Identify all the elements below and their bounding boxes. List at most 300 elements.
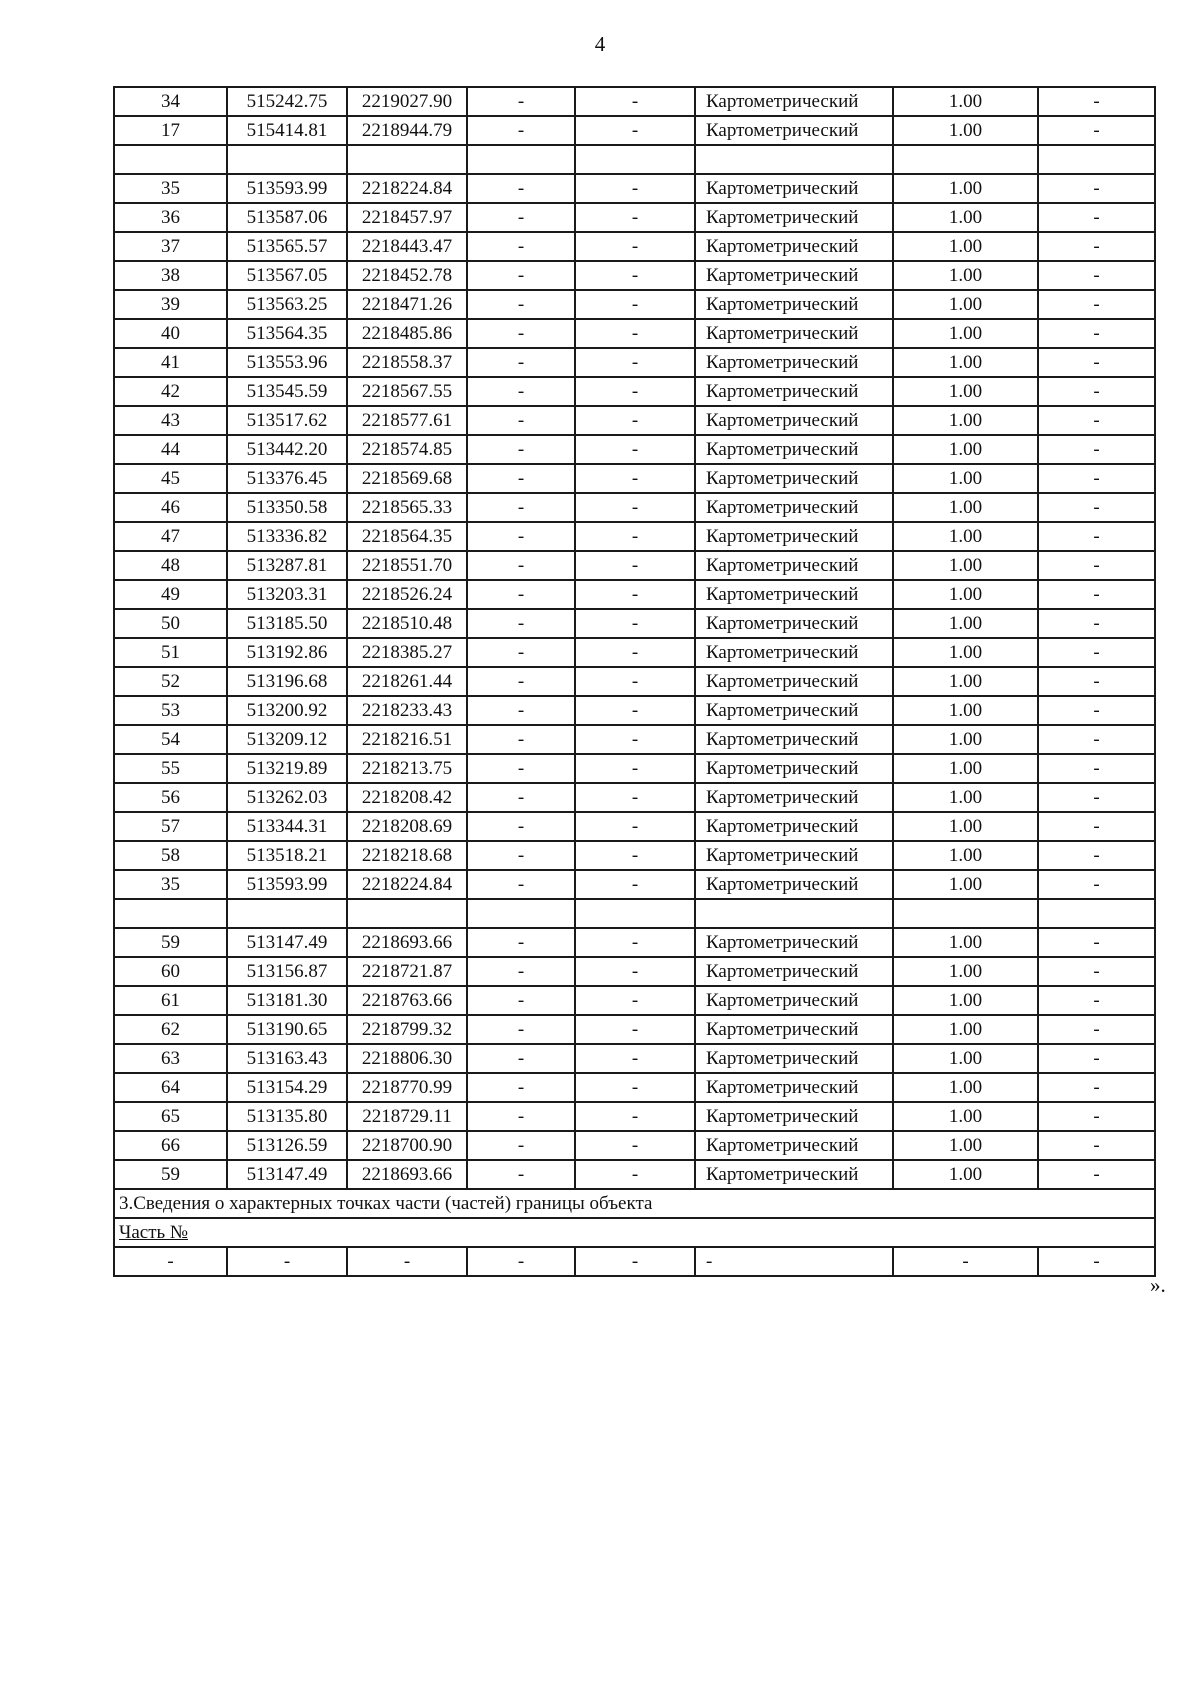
table-body — [114, 87, 1155, 1276]
table-row — [114, 290, 1155, 319]
section3-title: 3.Сведения о характерных точках части (частей) границы объекта — [114, 1189, 1155, 1218]
col-4-cell: - — [467, 522, 575, 551]
col-4-cell: - — [467, 1015, 575, 1044]
col-4-cell: - — [467, 174, 575, 203]
accuracy-cell: 1.00 — [893, 232, 1038, 261]
col-8-cell: - — [1038, 928, 1155, 957]
part-label: Часть № — [119, 1222, 189, 1243]
x-coordinate-cell: 513196.68 — [227, 667, 347, 696]
x-coordinate-cell: 513135.80 — [227, 1102, 347, 1131]
x-coordinate-cell: 513593.99 — [227, 870, 347, 899]
y-coordinate-cell: 2219027.90 — [347, 87, 467, 116]
x-coordinate-cell: 513587.06 — [227, 203, 347, 232]
accuracy-cell: 1.00 — [893, 1131, 1038, 1160]
x-coordinate-cell: 513126.59 — [227, 1131, 347, 1160]
y-coordinate-cell: 2218565.33 — [347, 493, 467, 522]
y-coordinate-cell: 2218721.87 — [347, 957, 467, 986]
col-8-cell: - — [1038, 290, 1155, 319]
col-4-cell: - — [467, 638, 575, 667]
accuracy-cell: 1.00 — [893, 1102, 1038, 1131]
col-5-cell: - — [575, 1102, 695, 1131]
table-row — [114, 1044, 1155, 1073]
col-8-cell: - — [1038, 812, 1155, 841]
accuracy-cell: 1.00 — [893, 1015, 1038, 1044]
y-coordinate-cell: 2218216.51 — [347, 725, 467, 754]
col-8-cell: - — [1038, 609, 1155, 638]
col-5-cell: - — [575, 261, 695, 290]
x-coordinate-cell: 515414.81 — [227, 116, 347, 145]
col-8-cell: - — [1038, 116, 1155, 145]
y-coordinate-cell: 2218526.24 — [347, 580, 467, 609]
col-5-cell: - — [575, 667, 695, 696]
method-cell: Картометрический — [695, 638, 893, 667]
accuracy-cell: 1.00 — [893, 783, 1038, 812]
x-coordinate-cell: 513192.86 — [227, 638, 347, 667]
method-cell: Картометрический — [695, 1073, 893, 1102]
method-cell: Картометрический — [695, 1131, 893, 1160]
y-coordinate-cell — [347, 145, 467, 174]
y-coordinate-cell: 2218452.78 — [347, 261, 467, 290]
method-cell: Картометрический — [695, 754, 893, 783]
table-row — [114, 812, 1155, 841]
table-row — [114, 1131, 1155, 1160]
col-8-cell: - — [1038, 551, 1155, 580]
y-coordinate-cell: 2218564.35 — [347, 522, 467, 551]
col-4-cell: - — [467, 1131, 575, 1160]
col-8-cell — [1038, 899, 1155, 928]
y-coordinate-cell: 2218213.75 — [347, 754, 467, 783]
y-coordinate-cell: 2218208.69 — [347, 812, 467, 841]
x-coordinate-cell: 513565.57 — [227, 232, 347, 261]
accuracy-cell: - — [893, 1247, 1038, 1276]
point-number-cell: 52 — [114, 667, 227, 696]
separator-row — [114, 899, 1155, 928]
x-coordinate-cell: 513147.49 — [227, 1160, 347, 1189]
table-row — [114, 493, 1155, 522]
col-8-cell: - — [1038, 870, 1155, 899]
table-row — [114, 725, 1155, 754]
col-4-cell: - — [467, 696, 575, 725]
col-5-cell: - — [575, 957, 695, 986]
table-row — [114, 406, 1155, 435]
y-coordinate-cell: 2218569.68 — [347, 464, 467, 493]
col-8-cell: - — [1038, 1073, 1155, 1102]
y-coordinate-cell: 2218551.70 — [347, 551, 467, 580]
x-coordinate-cell: 513350.58 — [227, 493, 347, 522]
point-number-cell: 53 — [114, 696, 227, 725]
table-row — [114, 522, 1155, 551]
col-8-cell: - — [1038, 696, 1155, 725]
table-row — [114, 667, 1155, 696]
accuracy-cell: 1.00 — [893, 116, 1038, 145]
point-number-cell: 60 — [114, 957, 227, 986]
col-5-cell: - — [575, 638, 695, 667]
x-coordinate-cell: 513156.87 — [227, 957, 347, 986]
col-8-cell: - — [1038, 783, 1155, 812]
col-4-cell: - — [467, 1160, 575, 1189]
col-4-cell: - — [467, 609, 575, 638]
table-row — [114, 1160, 1155, 1189]
point-number-cell: 45 — [114, 464, 227, 493]
point-number-cell: 42 — [114, 377, 227, 406]
col-8-cell: - — [1038, 638, 1155, 667]
col-5-cell: - — [575, 406, 695, 435]
point-number-cell: 58 — [114, 841, 227, 870]
col-4-cell: - — [467, 464, 575, 493]
table-row — [114, 957, 1155, 986]
x-coordinate-cell: 513567.05 — [227, 261, 347, 290]
accuracy-cell — [893, 145, 1038, 174]
col-4-cell: - — [467, 812, 575, 841]
col-5-cell: - — [575, 174, 695, 203]
col-4-cell: - — [467, 580, 575, 609]
col-4-cell: - — [467, 87, 575, 116]
col-4-cell: - — [467, 377, 575, 406]
col-8-cell: - — [1038, 464, 1155, 493]
method-cell: Картометрический — [695, 1160, 893, 1189]
col-8-cell: - — [1038, 1247, 1155, 1276]
accuracy-cell: 1.00 — [893, 261, 1038, 290]
col-4-cell: - — [467, 667, 575, 696]
col-5-cell: - — [575, 522, 695, 551]
col-4-cell: - — [467, 870, 575, 899]
method-cell: Картометрический — [695, 116, 893, 145]
point-number-cell: 56 — [114, 783, 227, 812]
y-coordinate-cell: 2218763.66 — [347, 986, 467, 1015]
y-coordinate-cell: 2218770.99 — [347, 1073, 467, 1102]
accuracy-cell: 1.00 — [893, 348, 1038, 377]
point-number-cell: 36 — [114, 203, 227, 232]
point-number-cell: 66 — [114, 1131, 227, 1160]
col-5-cell: - — [575, 290, 695, 319]
y-coordinate-cell: 2218510.48 — [347, 609, 467, 638]
x-coordinate-cell: 513344.31 — [227, 812, 347, 841]
point-number-cell: 43 — [114, 406, 227, 435]
accuracy-cell: 1.00 — [893, 290, 1038, 319]
method-cell: Картометрический — [695, 928, 893, 957]
x-coordinate-cell: 513181.30 — [227, 986, 347, 1015]
accuracy-cell: 1.00 — [893, 1044, 1038, 1073]
col-4-cell: - — [467, 986, 575, 1015]
point-number-cell: 39 — [114, 290, 227, 319]
method-cell: Картометрический — [695, 609, 893, 638]
col-5-cell: - — [575, 116, 695, 145]
method-cell: Картометрический — [695, 464, 893, 493]
col-4-cell: - — [467, 1073, 575, 1102]
accuracy-cell: 1.00 — [893, 725, 1038, 754]
y-coordinate-cell: - — [347, 1247, 467, 1276]
col-8-cell: - — [1038, 725, 1155, 754]
col-8-cell: - — [1038, 348, 1155, 377]
point-number-cell: 17 — [114, 116, 227, 145]
accuracy-cell: 1.00 — [893, 667, 1038, 696]
coordinates-table-wrap — [113, 86, 1156, 1277]
col-8-cell: - — [1038, 87, 1155, 116]
accuracy-cell: 1.00 — [893, 928, 1038, 957]
y-coordinate-cell: 2218471.26 — [347, 290, 467, 319]
y-coordinate-cell: 2218693.66 — [347, 928, 467, 957]
accuracy-cell: 1.00 — [893, 812, 1038, 841]
method-cell: Картометрический — [695, 841, 893, 870]
x-coordinate-cell: 513163.43 — [227, 1044, 347, 1073]
accuracy-cell — [893, 899, 1038, 928]
col-8-cell: - — [1038, 667, 1155, 696]
y-coordinate-cell: 2218485.86 — [347, 319, 467, 348]
col-4-cell: - — [467, 1044, 575, 1073]
x-coordinate-cell: 513287.81 — [227, 551, 347, 580]
x-coordinate-cell — [227, 145, 347, 174]
method-cell: Картометрический — [695, 812, 893, 841]
col-5-cell: - — [575, 203, 695, 232]
col-5-cell: - — [575, 1044, 695, 1073]
point-number-cell: 41 — [114, 348, 227, 377]
y-coordinate-cell: 2218208.42 — [347, 783, 467, 812]
table-row — [114, 551, 1155, 580]
col-5-cell: - — [575, 841, 695, 870]
method-cell: Картометрический — [695, 232, 893, 261]
col-4-cell: - — [467, 957, 575, 986]
table-row — [114, 87, 1155, 116]
method-cell — [695, 899, 893, 928]
point-number-cell — [114, 899, 227, 928]
point-number-cell: 48 — [114, 551, 227, 580]
method-cell: Картометрический — [695, 406, 893, 435]
accuracy-cell: 1.00 — [893, 319, 1038, 348]
col-5-cell: - — [575, 1073, 695, 1102]
x-coordinate-cell: 513147.49 — [227, 928, 347, 957]
table-row — [114, 986, 1155, 1015]
y-coordinate-cell: 2218944.79 — [347, 116, 467, 145]
col-5-cell: - — [575, 319, 695, 348]
table-row — [114, 696, 1155, 725]
col-8-cell: - — [1038, 1160, 1155, 1189]
point-number-cell: 65 — [114, 1102, 227, 1131]
accuracy-cell: 1.00 — [893, 464, 1038, 493]
col-4-cell — [467, 145, 575, 174]
y-coordinate-cell: 2218261.44 — [347, 667, 467, 696]
accuracy-cell: 1.00 — [893, 754, 1038, 783]
x-coordinate-cell: - — [227, 1247, 347, 1276]
point-number-cell: 61 — [114, 986, 227, 1015]
col-5-cell: - — [575, 377, 695, 406]
col-5-cell: - — [575, 870, 695, 899]
table-row — [114, 609, 1155, 638]
y-coordinate-cell: 2218729.11 — [347, 1102, 467, 1131]
x-coordinate-cell: 513203.31 — [227, 580, 347, 609]
col-4-cell: - — [467, 928, 575, 957]
accuracy-cell: 1.00 — [893, 377, 1038, 406]
x-coordinate-cell: 513219.89 — [227, 754, 347, 783]
y-coordinate-cell: 2218693.66 — [347, 1160, 467, 1189]
y-coordinate-cell: 2218700.90 — [347, 1131, 467, 1160]
col-4-cell: - — [467, 348, 575, 377]
point-number-cell: 54 — [114, 725, 227, 754]
point-number-cell: 47 — [114, 522, 227, 551]
section3-row — [114, 1247, 1155, 1276]
table-row — [114, 319, 1155, 348]
part-label-cell — [114, 1218, 1155, 1247]
table-row — [114, 203, 1155, 232]
method-cell: Картометрический — [695, 348, 893, 377]
col-4-cell: - — [467, 783, 575, 812]
accuracy-cell: 1.00 — [893, 406, 1038, 435]
x-coordinate-cell: 513553.96 — [227, 348, 347, 377]
x-coordinate-cell: 513336.82 — [227, 522, 347, 551]
col-4-cell: - — [467, 754, 575, 783]
y-coordinate-cell: 2218799.32 — [347, 1015, 467, 1044]
method-cell: Картометрический — [695, 551, 893, 580]
method-cell: Картометрический — [695, 1102, 893, 1131]
accuracy-cell: 1.00 — [893, 986, 1038, 1015]
point-number-cell: 62 — [114, 1015, 227, 1044]
col-5-cell: - — [575, 232, 695, 261]
x-coordinate-cell: 513518.21 — [227, 841, 347, 870]
point-number-cell: 35 — [114, 174, 227, 203]
table-row — [114, 116, 1155, 145]
y-coordinate-cell: 2218443.47 — [347, 232, 467, 261]
point-number-cell: 49 — [114, 580, 227, 609]
col-8-cell: - — [1038, 493, 1155, 522]
col-4-cell: - — [467, 203, 575, 232]
col-5-cell — [575, 899, 695, 928]
y-coordinate-cell: 2218577.61 — [347, 406, 467, 435]
accuracy-cell: 1.00 — [893, 87, 1038, 116]
col-8-cell: - — [1038, 1102, 1155, 1131]
method-cell: Картометрический — [695, 203, 893, 232]
col-5-cell: - — [575, 928, 695, 957]
col-8-cell: - — [1038, 232, 1155, 261]
y-coordinate-cell: 2218558.37 — [347, 348, 467, 377]
x-coordinate-cell: 513564.35 — [227, 319, 347, 348]
col-5-cell — [575, 145, 695, 174]
coordinates-table — [113, 86, 1156, 1277]
point-number-cell: 44 — [114, 435, 227, 464]
col-4-cell: - — [467, 435, 575, 464]
table-row — [114, 464, 1155, 493]
method-cell: Картометрический — [695, 783, 893, 812]
method-cell: Картометрический — [695, 957, 893, 986]
x-coordinate-cell: 513209.12 — [227, 725, 347, 754]
table-row — [114, 1015, 1155, 1044]
col-5-cell: - — [575, 754, 695, 783]
method-cell: Картометрический — [695, 1015, 893, 1044]
table-row — [114, 870, 1155, 899]
point-number-cell: 40 — [114, 319, 227, 348]
x-coordinate-cell: 513200.92 — [227, 696, 347, 725]
accuracy-cell: 1.00 — [893, 841, 1038, 870]
method-cell: Картометрический — [695, 87, 893, 116]
method-cell: Картометрический — [695, 667, 893, 696]
col-4-cell: - — [467, 841, 575, 870]
accuracy-cell: 1.00 — [893, 870, 1038, 899]
point-number-cell: 35 — [114, 870, 227, 899]
col-4-cell — [467, 899, 575, 928]
x-coordinate-cell: 513442.20 — [227, 435, 347, 464]
accuracy-cell: 1.00 — [893, 174, 1038, 203]
y-coordinate-cell: 2218224.84 — [347, 870, 467, 899]
accuracy-cell: 1.00 — [893, 435, 1038, 464]
x-coordinate-cell: 513154.29 — [227, 1073, 347, 1102]
col-5-cell: - — [575, 493, 695, 522]
accuracy-cell: 1.00 — [893, 609, 1038, 638]
col-5-cell: - — [575, 551, 695, 580]
col-4-cell: - — [467, 232, 575, 261]
x-coordinate-cell: 513190.65 — [227, 1015, 347, 1044]
method-cell: Картометрический — [695, 290, 893, 319]
table-row — [114, 377, 1155, 406]
col-8-cell: - — [1038, 1015, 1155, 1044]
y-coordinate-cell: 2218806.30 — [347, 1044, 467, 1073]
col-4-cell: - — [467, 116, 575, 145]
col-4-cell: - — [467, 319, 575, 348]
separator-row — [114, 145, 1155, 174]
y-coordinate-cell — [347, 899, 467, 928]
method-cell: Картометрический — [695, 261, 893, 290]
method-cell: Картометрический — [695, 493, 893, 522]
point-number-cell: 34 — [114, 87, 227, 116]
col-5-cell: - — [575, 580, 695, 609]
table-row — [114, 928, 1155, 957]
accuracy-cell: 1.00 — [893, 551, 1038, 580]
table-row — [114, 261, 1155, 290]
accuracy-cell: 1.00 — [893, 1160, 1038, 1189]
y-coordinate-cell: 2218385.27 — [347, 638, 467, 667]
col-8-cell: - — [1038, 203, 1155, 232]
col-4-cell: - — [467, 261, 575, 290]
table-row — [114, 841, 1155, 870]
y-coordinate-cell: 2218233.43 — [347, 696, 467, 725]
col-5-cell: - — [575, 812, 695, 841]
col-4-cell: - — [467, 551, 575, 580]
col-4-cell: - — [467, 1102, 575, 1131]
table-row — [114, 580, 1155, 609]
x-coordinate-cell — [227, 899, 347, 928]
table-row — [114, 232, 1155, 261]
y-coordinate-cell: 2218224.84 — [347, 174, 467, 203]
accuracy-cell: 1.00 — [893, 638, 1038, 667]
x-coordinate-cell: 513517.62 — [227, 406, 347, 435]
col-5-cell: - — [575, 696, 695, 725]
point-number-cell: 59 — [114, 1160, 227, 1189]
method-cell: Картометрический — [695, 377, 893, 406]
col-8-cell: - — [1038, 957, 1155, 986]
x-coordinate-cell: 515242.75 — [227, 87, 347, 116]
point-number-cell: 37 — [114, 232, 227, 261]
col-8-cell: - — [1038, 580, 1155, 609]
col-5-cell: - — [575, 1160, 695, 1189]
point-number-cell — [114, 145, 227, 174]
table-row — [114, 1073, 1155, 1102]
page-number: 4 — [594, 32, 606, 56]
col-5-cell: - — [575, 783, 695, 812]
method-cell: Картометрический — [695, 435, 893, 464]
col-5-cell: - — [575, 609, 695, 638]
col-8-cell: - — [1038, 522, 1155, 551]
part-label-row — [114, 1218, 1155, 1247]
point-number-cell: 63 — [114, 1044, 227, 1073]
col-8-cell: - — [1038, 435, 1155, 464]
table-row — [114, 783, 1155, 812]
method-cell: Картометрический — [695, 522, 893, 551]
col-4-cell: - — [467, 406, 575, 435]
point-number-cell: 38 — [114, 261, 227, 290]
y-coordinate-cell: 2218218.68 — [347, 841, 467, 870]
table-row — [114, 174, 1155, 203]
accuracy-cell: 1.00 — [893, 522, 1038, 551]
method-cell: Картометрический — [695, 319, 893, 348]
col-4-cell: - — [467, 290, 575, 319]
method-cell: Картометрический — [695, 580, 893, 609]
